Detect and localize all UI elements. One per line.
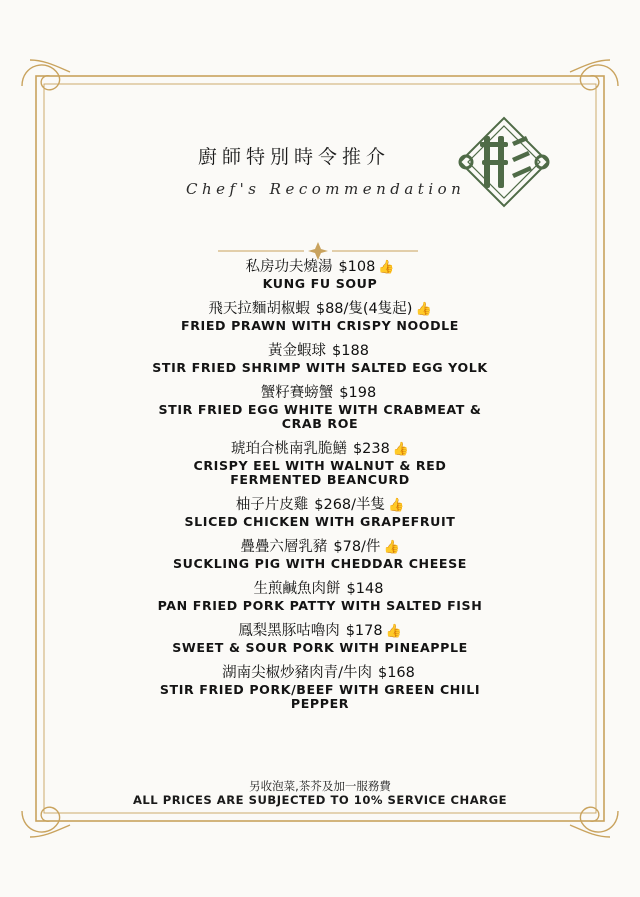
dish-name-zh: 飛天拉麵胡椒蝦 (208, 301, 310, 317)
thumbs-up-icon: 👍 (415, 302, 432, 317)
dish-chinese-line (150, 496, 490, 515)
footer-english: ALL PRICES ARE SUBJECTED TO 10% SERVICE CHARGE (132, 793, 508, 807)
dish-price: $78/件 (333, 539, 381, 555)
footer-chinese: 另收泡菜,茶芥及加一服務費 (249, 779, 391, 793)
dish-price: $198 (339, 385, 377, 401)
dish-name-zh: 黃金蝦球 (268, 343, 327, 359)
menu-item (150, 440, 490, 487)
dish-name-zh: 疊疊六層乳豬 (240, 539, 328, 555)
dish-name-zh: 蟹籽賽螃蟹 (260, 385, 334, 401)
dish-chinese-line (150, 384, 490, 403)
thumbs-up-icon: 👍 (388, 498, 405, 513)
dish-chinese-line (150, 538, 490, 557)
menu-item (150, 580, 490, 613)
dish-price: $108 (338, 259, 376, 275)
title-english: Chef's Recommendation (186, 180, 466, 198)
dish-price: $188 (332, 343, 369, 359)
thumbs-up-icon: 👍 (378, 260, 395, 275)
menu-item (150, 622, 490, 655)
dish-price: $178 (345, 623, 383, 639)
dish-name-en: SWEET & SOUR PORK WITH PINEAPPLE (172, 640, 468, 655)
dish-name-zh: 生煎鹹魚肉餅 (253, 581, 341, 597)
dish-name-zh: 鳳梨黑豚咕嚕肉 (238, 623, 340, 639)
menu-item (150, 538, 490, 571)
dish-name-en: SLICED CHICKEN WITH GRAPEFRUIT (184, 514, 456, 529)
menu-item (150, 664, 490, 711)
thumbs-up-icon: 👍 (385, 624, 402, 639)
dish-name-en: STIR FRIED PORK/BEEF WITH GREEN CHILI PEPPER (159, 682, 481, 711)
dish-name-en: SUCKLING PIG WITH CHEDDAR CHEESE (173, 556, 467, 571)
dish-name-en: STIR FRIED SHRIMP WITH SALTED EGG YOLK (152, 360, 488, 375)
dish-price: $168 (377, 665, 415, 681)
dish-name-en: FRIED PRAWN WITH CRISPY NOODLE (181, 318, 459, 333)
dish-price: $148 (346, 581, 384, 597)
title-chinese: 廚師特別時令推介 (198, 146, 391, 168)
menu-list (150, 258, 490, 720)
menu-item (150, 496, 490, 529)
menu-item (150, 258, 490, 291)
dish-chinese-line (150, 622, 490, 641)
menu-item (150, 384, 490, 431)
dish-chinese-line (150, 664, 490, 683)
thumbs-up-icon: 👍 (392, 442, 410, 457)
dish-chinese-line (150, 300, 490, 319)
dish-chinese-line (150, 440, 490, 459)
service-charge-note (100, 779, 540, 807)
dish-name-zh: 琥珀合桃南乳脆鱔 (230, 441, 347, 457)
dish-price: $88/隻(4隻起) (315, 301, 413, 317)
dish-name-zh: 湖南尖椒炒豬肉青/牛肉 (222, 665, 372, 681)
dish-price: $268/半隻 (314, 497, 386, 513)
menu-item (150, 300, 490, 333)
menu-item (150, 342, 490, 375)
dish-name-zh: 柚子片皮雞 (235, 497, 309, 513)
restaurant-seal-logo-icon (454, 112, 554, 212)
dish-chinese-line (150, 258, 490, 277)
dish-name-en: CRISPY EEL WITH WALNUT & RED FERMENTED BEANCURD (193, 458, 447, 487)
dish-name-en: STIR FRIED EGG WHITE WITH CRABMEAT & CRAB ROE (158, 402, 482, 431)
dish-name-en: KUNG FU SOUP (262, 276, 378, 291)
dish-chinese-line (150, 580, 490, 599)
dish-chinese-line (150, 342, 490, 361)
dish-price: $238 (352, 441, 390, 457)
dish-name-zh: 私房功夫燒湯 (245, 259, 333, 275)
thumbs-up-icon: 👍 (383, 540, 400, 555)
dish-name-en: PAN FRIED PORK PATTY WITH SALTED FISH (157, 598, 483, 613)
